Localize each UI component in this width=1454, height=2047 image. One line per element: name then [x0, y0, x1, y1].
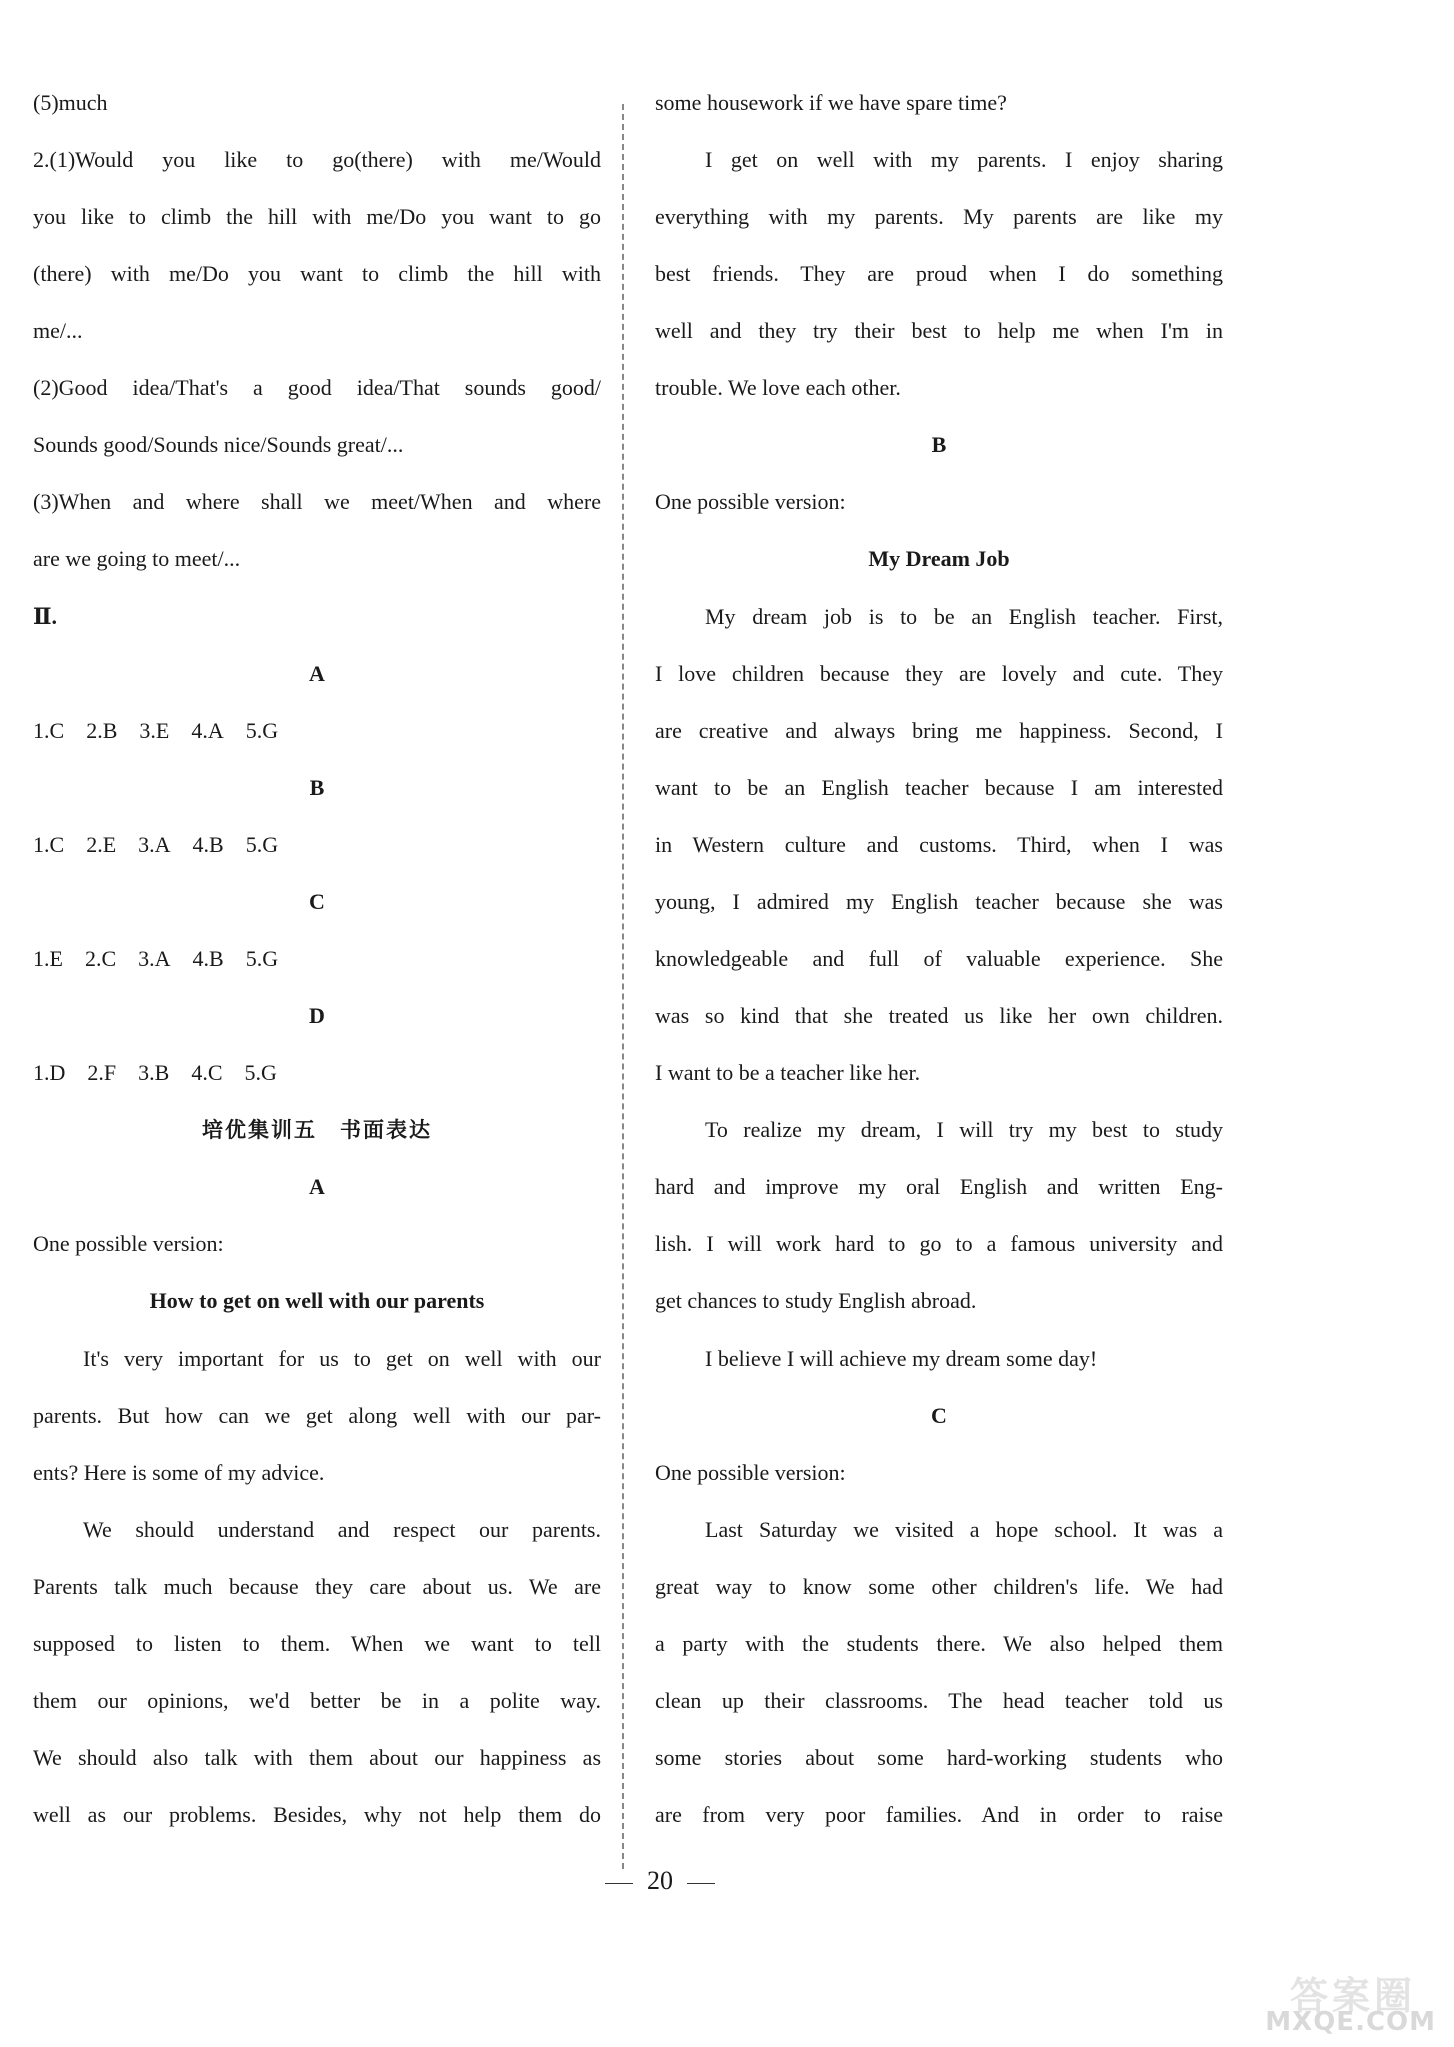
right-text-line: want to be an English teacher because I am interested [655, 775, 1223, 800]
right-text-line: hard and improve my oral English and written Eng- [655, 1174, 1223, 1199]
column-divider [622, 104, 624, 1869]
page-number-dash-right [687, 1883, 715, 1884]
answer-row [33, 1058, 601, 1088]
right-text-line: B [931, 432, 947, 457]
answer-item: 4.B [192, 832, 224, 857]
right-text-line: My Dream Job [868, 546, 1010, 571]
left-text-line: you like to climb the hill with me/Do you want to go [33, 204, 601, 229]
right-text-line: young, I admired my English teacher because she was [655, 889, 1223, 914]
right-text-line: get chances to study English abroad. [655, 1288, 977, 1313]
watermark-logo [1216, 1965, 1446, 2043]
page-number-dash-left [605, 1883, 633, 1884]
left-text-line: We should also talk with them about our happiness as [33, 1745, 601, 1770]
answer-row [33, 830, 601, 860]
right-text-line: I want to be a teacher like her. [655, 1060, 921, 1085]
left-text-line: A [309, 1174, 325, 1199]
right-text-line: a party with the students there. We also helped them [655, 1631, 1223, 1656]
left-text-line: them our opinions, we'd better be in a polite way. [33, 1688, 601, 1713]
left-text-line: ents? Here is some of my advice. [33, 1460, 325, 1485]
answer-item: 3.A [138, 946, 171, 971]
right-text-line: C [931, 1403, 947, 1428]
right-text-line: One possible version: [655, 489, 846, 514]
left-text-line: It's very important for us to get on well with our [83, 1346, 601, 1371]
left-text-line: well as our problems. Besides, why not help them do [33, 1802, 601, 1827]
left-text-line: A [309, 661, 325, 686]
left-text-line: How to get on well with our parents [149, 1288, 485, 1313]
left-text-line: (5)much [33, 90, 108, 115]
right-text-line: well and they try their best to help me when I'm in [655, 318, 1223, 343]
answer-item: 4.A [191, 718, 224, 743]
left-text-line: Ⅱ. [33, 604, 58, 629]
right-text-line: I love children because they are lovely and cute. They [655, 661, 1223, 686]
right-text-line: Last Saturday we visited a hope school. It was a [705, 1517, 1223, 1542]
right-text-line: best friends. They are proud when I do something [655, 261, 1223, 286]
left-text-line: C [309, 889, 325, 914]
page-number-value: 20 [647, 1866, 673, 1895]
left-text-line: We should understand and respect our parents. [83, 1517, 601, 1542]
answer-item: 2.E [86, 832, 117, 857]
watermark-badge: 答案圈 [1289, 1974, 1416, 2018]
answer-item: 3.B [138, 1060, 170, 1085]
left-text-line: are we going to meet/... [33, 546, 241, 571]
right-text-line: some housework if we have spare time? [655, 90, 1007, 115]
left-text-line: parents. But how can we get along well with our par- [33, 1403, 601, 1428]
right-text-line: To realize my dream, I will try my best to study [705, 1117, 1223, 1142]
answer-item: 1.C [33, 718, 65, 743]
left-text-line: One possible version: [33, 1231, 224, 1256]
right-text-line: I get on well with my parents. I enjoy sharing [705, 147, 1223, 172]
right-text-line: everything with my parents. My parents are like my [655, 204, 1223, 229]
page-number [560, 1864, 760, 1898]
right-text-line: lish. I will work hard to go to a famous university and [655, 1231, 1223, 1256]
answer-item: 2.F [87, 1060, 117, 1085]
left-text-line: B [309, 775, 325, 800]
right-text-line: are creative and always bring me happiness. Second, I [655, 718, 1223, 743]
answer-item: 3.E [139, 718, 170, 743]
right-text-line: great way to know some other children's life. We had [655, 1574, 1223, 1599]
left-text-line: (there) with me/Do you want to climb the hill with [33, 261, 601, 286]
section-title: 培优集训五 书面表达 [202, 1118, 432, 1142]
right-text-line: knowledgeable and full of valuable experience. She [655, 946, 1223, 971]
watermark-site: MXQE.COM [1265, 2007, 1436, 2037]
left-text-line: (3)When and where shall we meet/When and where [33, 489, 601, 514]
left-text-line: (2)Good idea/That's a good idea/That sounds good/ [33, 375, 601, 400]
left-text-line: me/... [33, 318, 83, 343]
answer-item: 5.G [245, 718, 279, 743]
left-text-line: 2.(1)Would you like to go(there) with me/Would [33, 147, 601, 172]
left-text-line: D [309, 1003, 325, 1028]
answer-item: 5.G [244, 1060, 277, 1085]
left-text-line: supposed to listen to them. When we want to tell [33, 1631, 601, 1656]
right-text-line: clean up their classrooms. The head teacher told us [655, 1688, 1223, 1713]
left-text-line: Parents talk much because they care about us. We are [33, 1574, 601, 1599]
answer-item: 4.B [192, 946, 224, 971]
left-text-line: Sounds good/Sounds nice/Sounds great/... [33, 432, 404, 457]
right-text-line: One possible version: [655, 1460, 846, 1485]
right-text-line: are from very poor families. And in order to raise [655, 1802, 1223, 1827]
right-text-line: My dream job is to be an English teacher. First, [705, 604, 1223, 629]
answer-item: 1.C [33, 832, 65, 857]
answer-row [33, 944, 601, 974]
answer-item: 1.D [33, 1060, 66, 1085]
answer-item: 4.C [191, 1060, 223, 1085]
answer-item: 2.B [86, 718, 118, 743]
right-text-line: was so kind that she treated us like her own children. [655, 1003, 1223, 1028]
right-text-line: in Western culture and customs. Third, when I was [655, 832, 1223, 857]
right-text-line: some stories about some hard-working students who [655, 1745, 1223, 1770]
answer-item: 1.E [33, 946, 63, 971]
answer-item: 5.G [245, 946, 279, 971]
answer-row [33, 716, 601, 746]
answer-item: 2.C [84, 946, 117, 971]
right-text-line: trouble. We love each other. [655, 375, 901, 400]
answer-item: 5.G [245, 832, 279, 857]
answer-item: 3.A [138, 832, 171, 857]
right-text-line: I believe I will achieve my dream some day! [705, 1346, 1098, 1371]
